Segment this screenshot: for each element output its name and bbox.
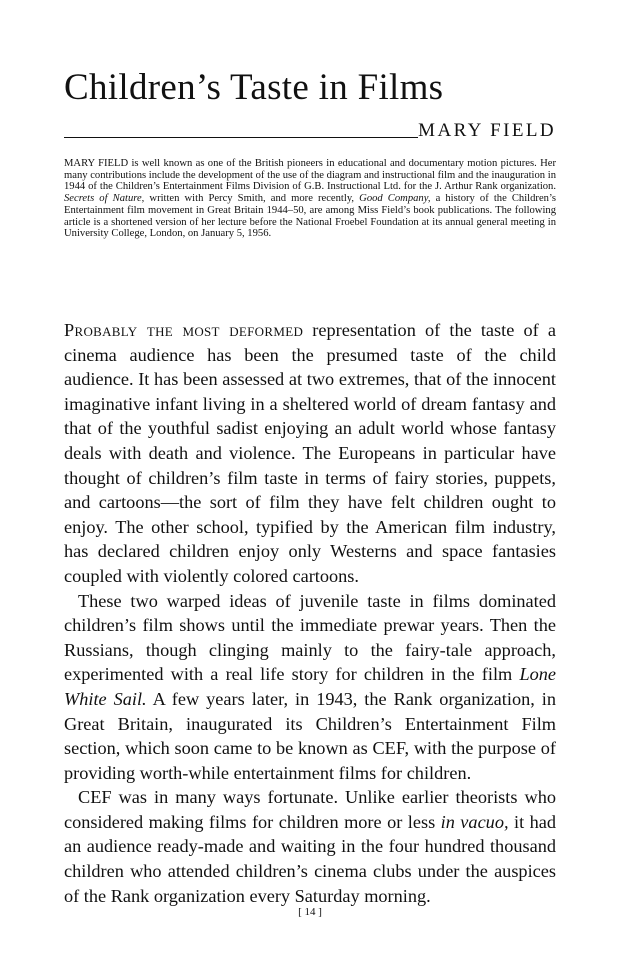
paragraph-text: These two warped ideas of juvenile taste in films dominated children’s film shows until the immediate prewar years. Then the Russians, though clinging mainly to the fairy-tale approach, experimented with a real life story for children in the film <box>64 590 556 685</box>
page-number: [ 14 ] <box>298 906 322 918</box>
paragraph-text: it had an audience ready-made and waiting in the four hundred thousand children who attended children’s cinema clubs under the auspices of the Rank organization every Saturday morning. <box>64 811 557 906</box>
intro-book-title: Secrets of Nature, <box>64 193 145 205</box>
article-title: Children’s Taste in Films <box>64 67 444 108</box>
body-paragraph <box>64 318 556 589</box>
author-name: MARY FIELD <box>418 120 556 141</box>
paragraph-lead-in: Probably the most deformed <box>64 320 304 340</box>
author-introduction <box>64 158 556 240</box>
film-title: Lone White Sail. <box>64 664 556 709</box>
article-body <box>64 318 556 908</box>
intro-book-title: Good Company, <box>359 193 431 205</box>
intro-text: a history of the Children’s Entertainment film movement in Great Britain 1944–50, are among Miss Field’s book publications. The following article is a shortened version of her lecture before the National Froebel Foundation at its annual general meeting in University College, London, on January 5, 1956. <box>64 193 557 240</box>
paragraph-text: representation of the taste of a cinema audience has been the presumed taste of the child audience. It has been assessed at two extremes, that of the innocent imaginative infant living in a sheltered world of dream fantasy and that of the youthful sadist enjoying an adult world whose fantasy deals with death and violence. The Europeans in particular have thought of children’s film taste in terms of fairy stories, puppets, and cartoons—the sort of film they have felt children ought to enjoy. The other school, typified by the American film industry, has declared children enjoy only Westerns and space fantasies coupled with violently colored cartoons. <box>64 320 557 586</box>
intro-text: MARY FIELD is well known as one of the British pioneers in educational and documentary motion pictures. Her many contributions include the development of the use of the diagram and instructional film and the inauguration in 1944 of the Children’s Entertainment Films Division of G.B. Instructional Ltd. for the J. Arthur Rank organization. <box>64 158 556 193</box>
byline-rule <box>64 137 418 138</box>
latin-phrase: in vacuo, <box>440 811 509 832</box>
byline <box>64 120 556 142</box>
body-paragraph <box>64 785 556 908</box>
paragraph-text: CEF was in many ways fortunate. Unlike earlier theorists who considered making films for children more or less <box>64 787 556 832</box>
paragraph-text: A few years later, in 1943, the Rank organization, in Great Britain, inaugurated its Children’s Entertainment Film section, which soon came to be known as CEF, with the purpose of providing worth-while entertainment films for children. <box>64 688 556 783</box>
body-paragraph <box>64 589 556 786</box>
intro-text: written with Percy Smith, and more recently, <box>144 193 360 205</box>
